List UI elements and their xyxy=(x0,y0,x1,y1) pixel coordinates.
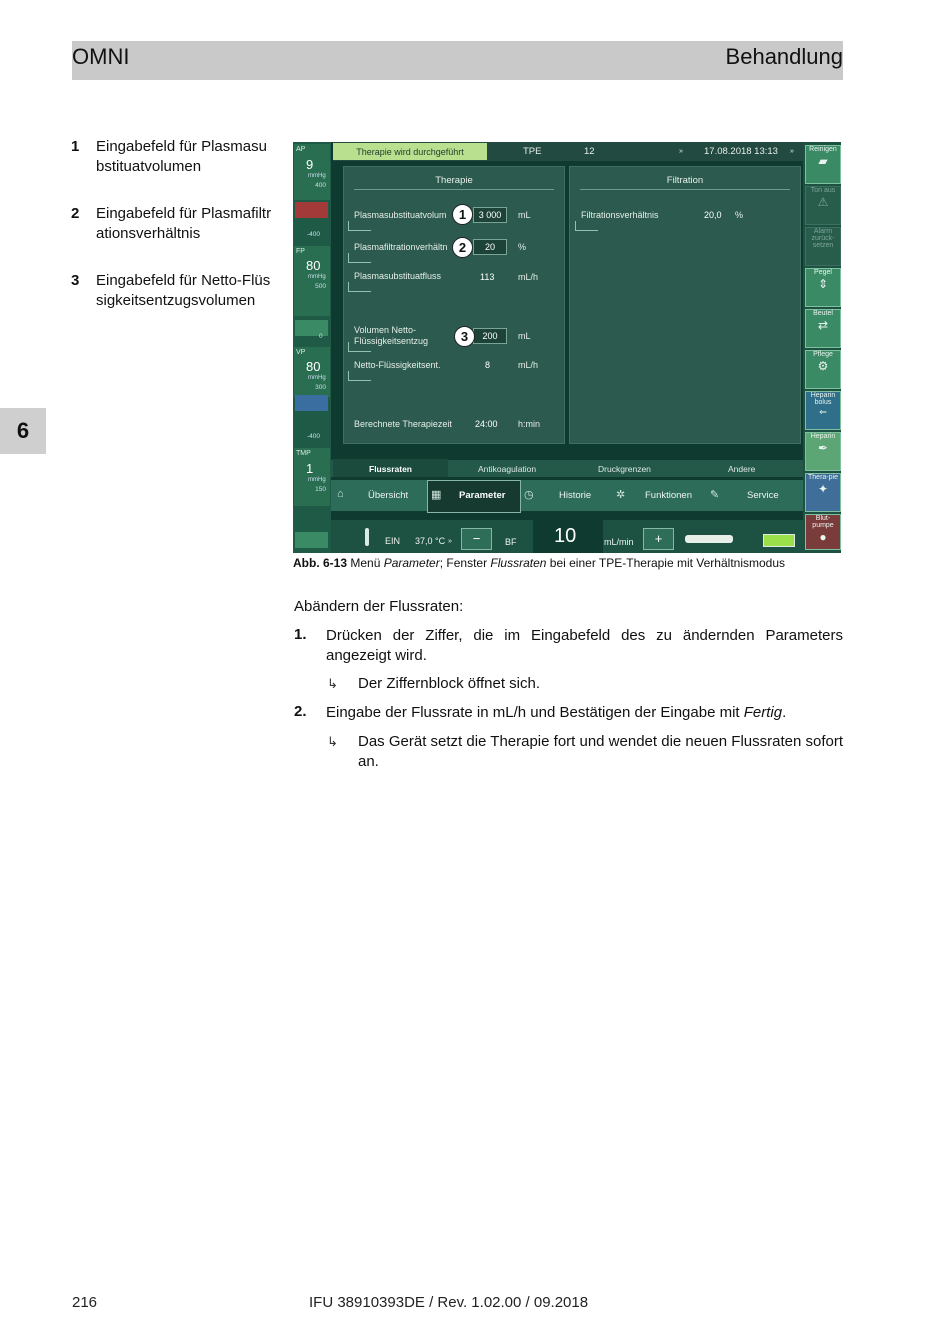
row-unit: h:min xyxy=(518,419,541,429)
row-underline xyxy=(575,221,598,231)
monitor-label: TMP xyxy=(296,450,311,457)
row-label: Plasmasubstituatfluss xyxy=(354,271,442,281)
figure-caption xyxy=(293,556,853,570)
button-label: Ton aus xyxy=(810,187,836,194)
gear-icon: ✲ xyxy=(616,489,626,501)
plasma-filtration-ratio-input[interactable]: 20 xyxy=(473,239,507,255)
date-time: 17.08.2018 13:13 xyxy=(704,146,778,157)
monitor-label: FP xyxy=(296,248,305,255)
button-label: Pegel xyxy=(814,269,832,276)
row-label: Plasmasubstituatvolum xyxy=(354,210,447,220)
forward-icon: » xyxy=(790,148,794,155)
row-unit: mL xyxy=(518,210,531,220)
monitor-label: VP xyxy=(296,349,306,356)
tab-andere[interactable]: Andere xyxy=(728,464,756,474)
page-number: 216 xyxy=(72,1294,98,1311)
monitor-unit: mmHg xyxy=(308,477,326,483)
bf-unit: mL/min xyxy=(604,537,634,547)
button-label: Beutel xyxy=(813,310,833,317)
venous-pump-arrow-icon xyxy=(295,395,328,411)
alarm-reset-button[interactable]: Alarm zurück-setzen xyxy=(805,227,841,266)
monitor-scale-top: 400 xyxy=(315,182,326,189)
row-value: 20,0 xyxy=(704,210,722,220)
menu-service[interactable]: Service xyxy=(747,490,779,501)
procedure-intro: Abändern der Flussraten: xyxy=(294,598,464,615)
bf-minus-button[interactable]: − xyxy=(461,528,492,550)
net-fluid-removal-volume-input[interactable]: 200 xyxy=(473,328,507,344)
menu-historie[interactable]: Historie xyxy=(559,490,592,501)
blood-pump-icon: ● xyxy=(819,530,827,544)
legend-number: 1 xyxy=(71,138,80,155)
cleaning-icon: ▰ xyxy=(818,154,828,168)
plasma-substitute-volume-input[interactable]: 3 000 xyxy=(473,207,507,223)
syringe-icon xyxy=(685,535,733,543)
forward-icon: » xyxy=(679,148,683,155)
arterial-pump-arrow-icon xyxy=(295,202,328,218)
monitor-vp xyxy=(294,347,330,397)
row-label-line1: Volumen Netto- xyxy=(354,325,417,335)
row-label: Plasmafiltrationverhältn xyxy=(354,242,448,252)
beutel-button[interactable] xyxy=(805,309,841,348)
pflege-button[interactable] xyxy=(805,350,841,389)
syringe-icon: ✒ xyxy=(817,441,829,455)
legend-text: Eingabefeld für Plasmasubstituatvolumen xyxy=(96,138,267,175)
legend-number: 3 xyxy=(71,272,80,289)
monitor-value: 1 xyxy=(306,461,314,476)
monitor-label: AP xyxy=(296,146,306,153)
legend-number: 2 xyxy=(71,205,80,222)
caption-emphasis: Flussraten xyxy=(490,556,547,570)
divider xyxy=(354,189,554,190)
legend-item xyxy=(71,271,276,331)
bolus-icon: ⇐ xyxy=(819,407,827,417)
calculator-icon: ▦ xyxy=(431,489,442,501)
home-icon: ⌂ xyxy=(337,488,344,500)
caption-text: bei einer TPE-Therapie mit Verhältnismodus xyxy=(546,556,786,570)
row-unit: mL/h xyxy=(518,272,539,282)
row-underline xyxy=(348,253,371,263)
step-number: 1. xyxy=(294,626,307,643)
monitor-scale-bottom: 0 xyxy=(319,333,323,340)
monitor-unit: mmHg xyxy=(308,173,326,179)
button-label: Reinigen xyxy=(809,146,837,153)
page-header xyxy=(72,41,843,80)
menu-uebersicht[interactable]: Übersicht xyxy=(368,490,409,501)
step-result: Das Gerät setzt die Therapie fort und wendet die neuen Flussraten sofort an. xyxy=(358,733,843,770)
therapy-status: Therapie wird durchgeführt xyxy=(333,143,487,160)
level-icon: ⇕ xyxy=(817,277,829,291)
row-label: Berechnete Therapiezeit xyxy=(354,419,452,429)
thermometer-icon xyxy=(365,528,369,546)
figure-label: Abb. 6-13 xyxy=(293,556,348,570)
document-id: IFU 38910393DE / Rev. 1.02.00 / 09.2018 xyxy=(309,1294,589,1311)
tab-flussraten[interactable]: Flussraten xyxy=(369,464,412,474)
care-icon: ⚙ xyxy=(817,359,829,373)
ton-aus-button[interactable] xyxy=(805,186,841,225)
monitor-unit: mmHg xyxy=(308,375,326,381)
caption-emphasis: Parameter xyxy=(383,556,440,570)
blutpumpe-button[interactable] xyxy=(805,514,841,550)
status-counter: 12 xyxy=(584,146,595,157)
legend-text: Eingabefeld für Netto-Flüssigkeitsentzugsvolumen xyxy=(96,272,271,309)
history-icon: ◷ xyxy=(524,489,534,501)
button-label: Thera-pie xyxy=(808,474,838,481)
monitor-scale-bottom: -400 xyxy=(307,231,321,238)
heater-state: EIN xyxy=(385,536,401,546)
device-screenshot xyxy=(293,142,841,553)
callout-marker: 2 xyxy=(452,237,473,258)
step-text-emphasis: Fertig xyxy=(743,704,783,721)
callout-marker: 1 xyxy=(452,204,473,225)
monitor-unit: mmHg xyxy=(308,274,326,280)
monitor-scale-bottom: -400 xyxy=(307,433,321,440)
bf-value: 10 xyxy=(554,525,577,547)
row-unit: mL/h xyxy=(518,360,539,370)
step-text-part: . xyxy=(782,704,787,721)
result-arrow-icon: ↳ xyxy=(327,734,338,749)
button-label: Blut-pumpe xyxy=(812,515,834,529)
step-number: 2. xyxy=(294,703,307,720)
battery-icon xyxy=(763,534,795,547)
heparin-bolus-button[interactable] xyxy=(805,391,841,430)
row-underline xyxy=(348,342,371,352)
row-unit: mL xyxy=(518,331,531,341)
therapy-mode: TPE xyxy=(523,146,542,157)
result-arrow-icon: ↳ xyxy=(327,676,338,691)
row-value: 8 xyxy=(485,360,491,370)
monitor-scale-top: 300 xyxy=(315,384,326,391)
caption-text: Menü xyxy=(347,556,384,570)
bag-icon: ⇄ xyxy=(817,318,829,332)
reinigen-button[interactable] xyxy=(805,145,841,184)
monitor-tmp xyxy=(294,448,330,506)
chapter-tab: 6 xyxy=(0,408,46,454)
menu-parameter[interactable]: Parameter xyxy=(459,490,506,501)
therapy-icon: ✦ xyxy=(817,482,829,496)
row-value: 113 xyxy=(480,272,495,282)
tmp-pump-arrow-icon xyxy=(295,532,328,548)
button-label: Heparin xyxy=(810,433,836,440)
row-label: Netto-Flüssigkeitsent. xyxy=(354,360,441,370)
callout-marker: 3 xyxy=(454,326,475,347)
monitor-scale-top: 500 xyxy=(315,283,326,290)
forward-icon: » xyxy=(448,538,452,545)
product-name: OMNI xyxy=(72,44,130,69)
step-text xyxy=(326,703,843,723)
row-underline xyxy=(348,371,371,381)
panel-title: Filtration xyxy=(666,175,704,186)
heparin-button[interactable] xyxy=(805,432,841,471)
section-title: Behandlung xyxy=(725,44,843,69)
monitor-value: 80 xyxy=(306,258,321,273)
row-unit: % xyxy=(735,210,744,220)
filtration-panel xyxy=(569,166,801,444)
wrench-icon: ✎ xyxy=(710,489,720,501)
button-label: Heparin bolus xyxy=(810,392,836,406)
monitor-fp xyxy=(294,246,330,316)
panel-title: Therapie xyxy=(435,175,473,186)
step-result: Der Ziffernblock öffnet sich. xyxy=(358,675,541,692)
row-value: 24:00 xyxy=(475,419,498,429)
pegel-button[interactable] xyxy=(805,268,841,307)
row-label-line2: Flüssigkeitsentzug xyxy=(354,336,429,346)
temperature-value: 37,0 °C xyxy=(415,536,446,546)
tab-druckgrenzen[interactable]: Druckgrenzen xyxy=(598,464,651,474)
caption-text: ; Fenster xyxy=(439,556,491,570)
bf-label: BF xyxy=(505,537,517,547)
monitor-ap xyxy=(294,144,330,200)
button-label: Pflege xyxy=(813,351,833,358)
therapie-button[interactable] xyxy=(805,473,841,512)
row-label: Filtrationsverhältnis xyxy=(581,210,659,220)
legend-item xyxy=(71,137,276,197)
monitor-value: 80 xyxy=(306,359,321,374)
step-text: Drücken der Ziffer, die im Eingabefeld des zu ändernden Parameters angezeigt wird. xyxy=(326,627,843,664)
row-underline xyxy=(348,221,371,231)
divider xyxy=(580,189,790,190)
alarm-mute-icon: ⚠ xyxy=(817,195,829,209)
monitor-value: 9 xyxy=(306,157,314,172)
monitor-scale-top: 150 xyxy=(315,486,326,493)
filtrate-pump-arrow-icon xyxy=(295,320,328,336)
step-text-part: Eingabe der Flussrate in mL/h und Bestätigen der Eingabe mit xyxy=(326,704,744,721)
row-unit: % xyxy=(518,242,527,252)
legend-item xyxy=(71,204,276,264)
tab-antikoagulation[interactable]: Antikoagulation xyxy=(478,464,537,474)
legend-text: Eingabefeld für Plasmafiltrationsverhältnis xyxy=(96,205,272,242)
menu-funktionen[interactable]: Funktionen xyxy=(645,490,693,501)
bf-plus-button[interactable]: + xyxy=(643,528,674,550)
row-underline xyxy=(348,282,371,292)
